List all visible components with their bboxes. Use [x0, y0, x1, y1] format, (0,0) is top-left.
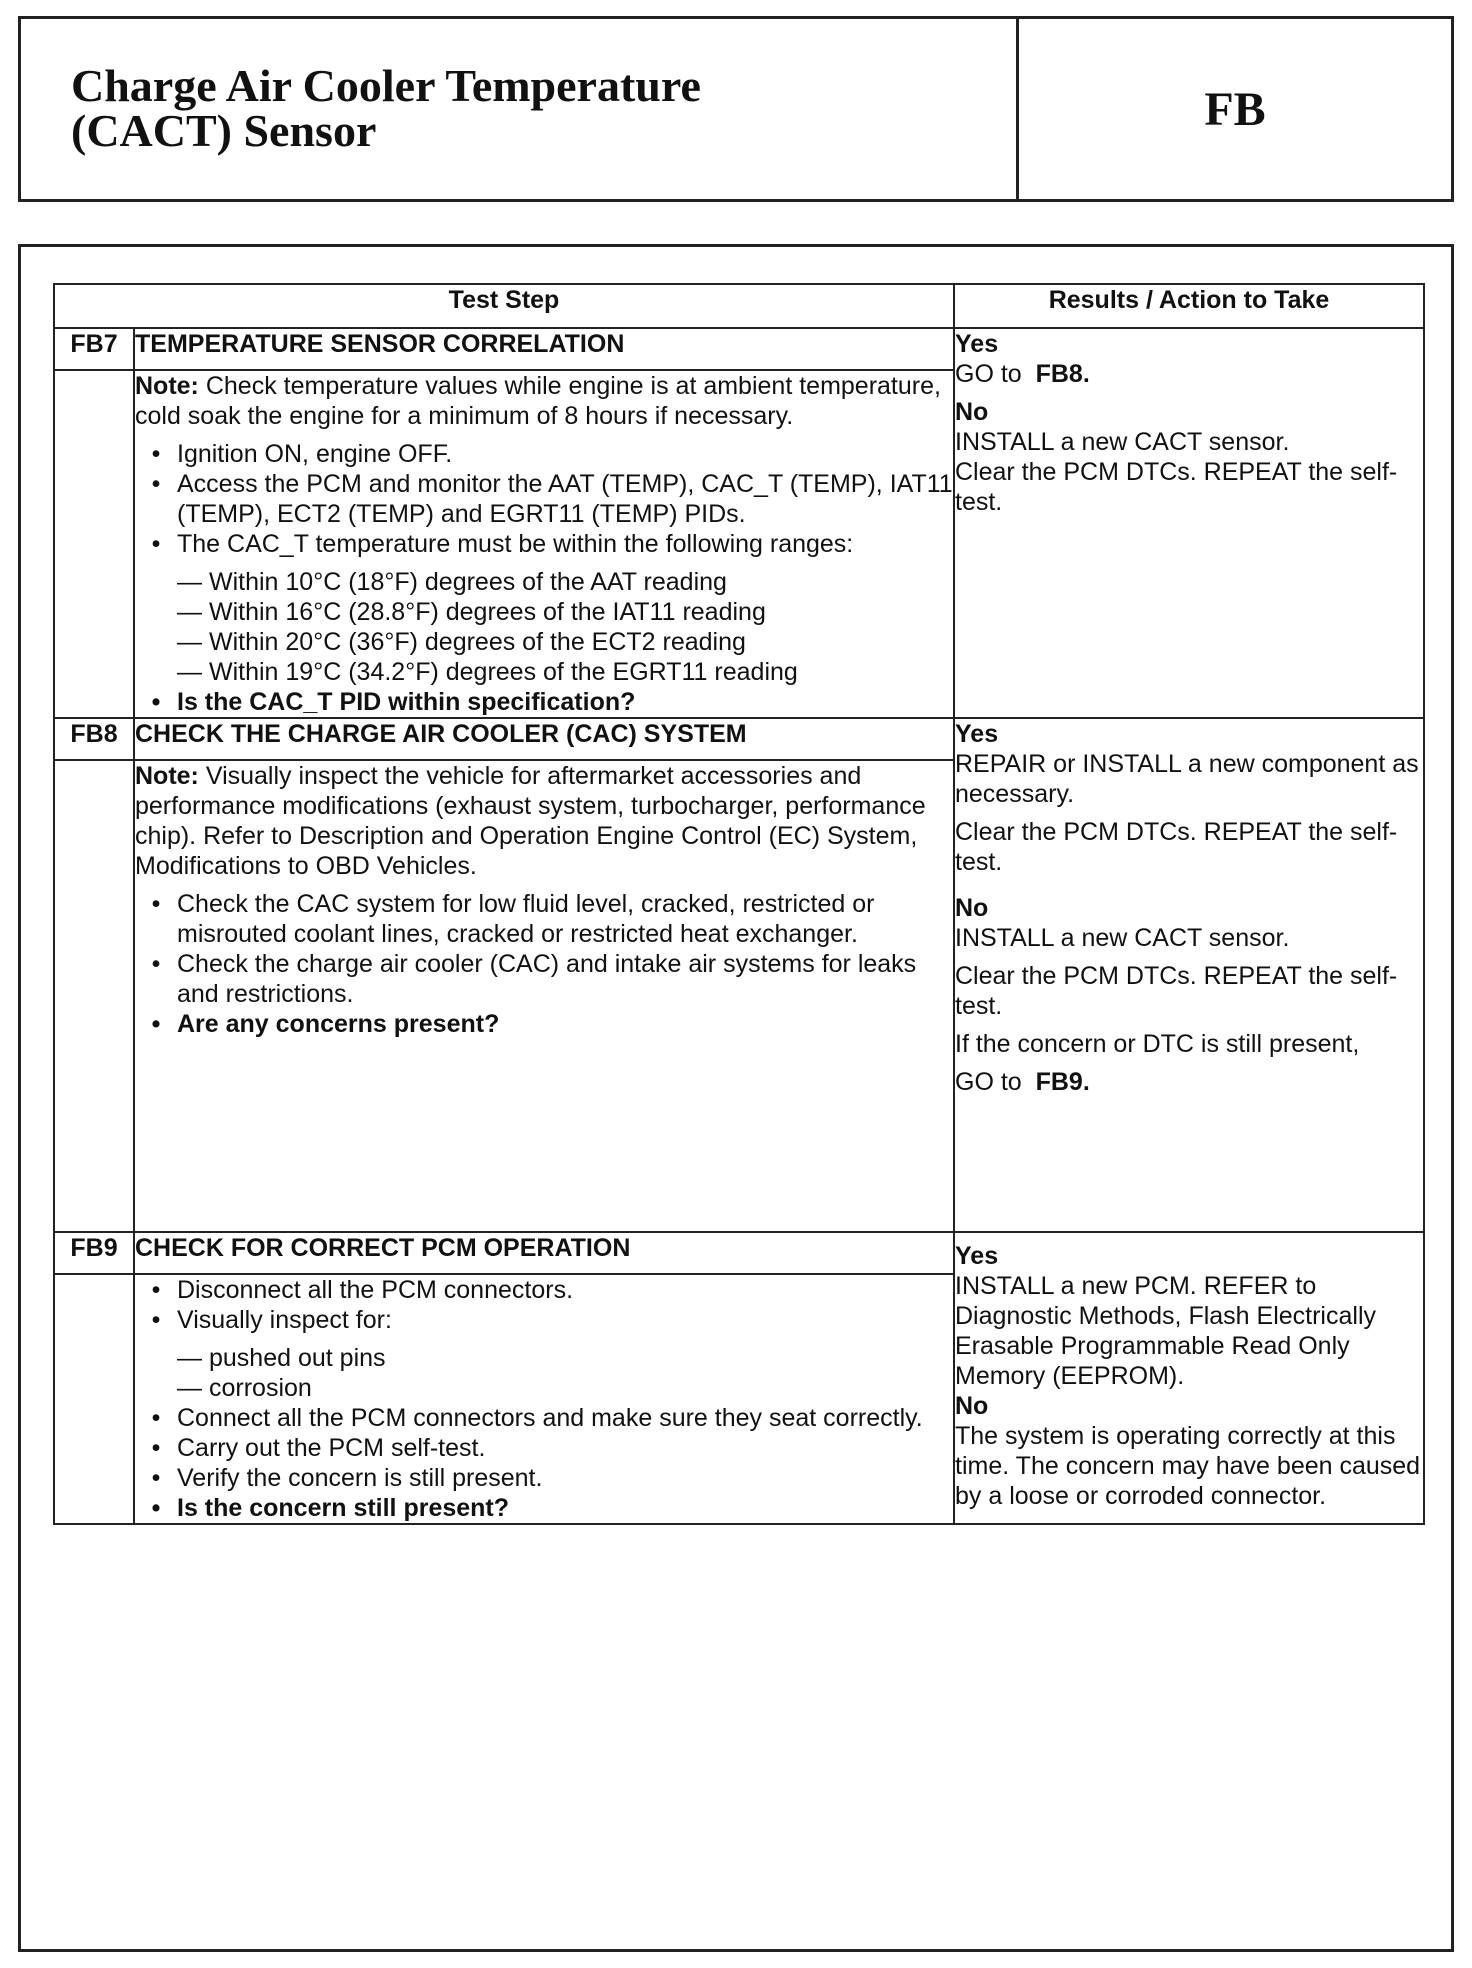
note: Note: Visually inspect the vehicle for aftermarket accessories and performance modifications (exhaust system, turbocharger, performance chip). Refer to Description and Operation Engine Control (EC) System, Modifications to OBD Vehicles.	[135, 762, 926, 880]
list-item: • Verify the concern is still present.	[151, 1464, 543, 1492]
note: Note: Check temperature values while engine is at ambient temperature, cold soak the engine for a minimum of 8 hours if necessary.	[135, 372, 941, 430]
step-body	[134, 760, 954, 1232]
procedure-frame	[18, 244, 1454, 1952]
step-title: TEMPERATURE SENSOR CORRELATION	[134, 328, 954, 370]
step-result: Yes INSTALL a new PCM. REFER to Diagnostic Methods, Flash Electrically Erasable Programmable Read Only Memory (EEPROM). No The system is operating correctly at this time. The concern may have been caused by a loose or corroded connector.	[954, 1232, 1424, 1524]
list-item: • Visually inspect for:	[151, 1306, 392, 1334]
step-question: • Are any concerns present?	[151, 1010, 500, 1038]
section-code: FB	[1204, 82, 1266, 136]
column-header-results: Results / Action to Take	[954, 284, 1424, 328]
step-question: • Is the CAC_T PID within specification?	[151, 688, 636, 716]
column-header-test-step: Test Step	[54, 284, 954, 328]
list-item: • Check the CAC system for low fluid level, cracked, restricted or misrouted coolant lines, cracked or restricted heat exchanger.	[151, 890, 875, 948]
list-item: • Disconnect all the PCM connectors.	[151, 1276, 574, 1304]
step-link: FB9.	[1035, 1068, 1090, 1096]
step-result: Yes REPAIR or INSTALL a new component as necessary. Clear the PCM DTCs. REPEAT the self-test. No INSTALL a new CACT sensor. Clear the PCM DTCs. REPEAT the self-test. If the concern or DTC is still present, GO to FB9.	[954, 718, 1424, 1232]
step-body	[134, 1274, 954, 1524]
step-id: FB7	[54, 328, 134, 370]
list-item: • Connect all the PCM connectors and make sure they seat correctly.	[151, 1404, 923, 1432]
step-title: CHECK THE CHARGE AIR COOLER (CAC) SYSTEM	[134, 718, 954, 760]
page-title: Charge Air Cooler Temperature (CACT) Sensor	[21, 19, 1019, 199]
step-id: FB8	[54, 718, 134, 760]
step-body	[134, 370, 954, 718]
list-item: — corrosion	[177, 1374, 312, 1402]
step-question: • Is the concern still present?	[151, 1494, 510, 1522]
list-item: — Within 10°C (18°F) degrees of the AAT reading	[177, 568, 727, 596]
list-item: • Ignition ON, engine OFF.	[151, 440, 453, 468]
list-item: — Within 20°C (36°F) degrees of the ECT2 reading	[177, 628, 746, 656]
list-item: — Within 16°C (28.8°F) degrees of the IAT11 reading	[177, 598, 766, 626]
step-title: CHECK FOR CORRECT PCM OPERATION	[134, 1232, 954, 1274]
list-item: • The CAC_T temperature must be within the following ranges:	[151, 530, 854, 558]
list-item: • Access the PCM and monitor the AAT (TEMP), CAC_T (TEMP), IAT11 (TEMP), ECT2 (TEMP) and EGRT11 (TEMP) PIDs.	[151, 470, 953, 528]
list-item: — pushed out pins	[177, 1344, 386, 1372]
test-step-table	[53, 283, 1425, 1525]
step-link: FB8.	[1035, 360, 1090, 388]
list-item: — Within 19°C (34.2°F) degrees of the EGRT11 reading	[177, 658, 798, 686]
list-item: • Check the charge air cooler (CAC) and intake air systems for leaks and restrictions.	[151, 950, 917, 1008]
step-id: FB9	[54, 1232, 134, 1274]
list-item: • Carry out the PCM self-test.	[151, 1434, 486, 1462]
step-result: Yes GO to FB8. No INSTALL a new CACT sensor. Clear the PCM DTCs. REPEAT the self-test.	[954, 328, 1424, 718]
page-header	[18, 16, 1454, 202]
